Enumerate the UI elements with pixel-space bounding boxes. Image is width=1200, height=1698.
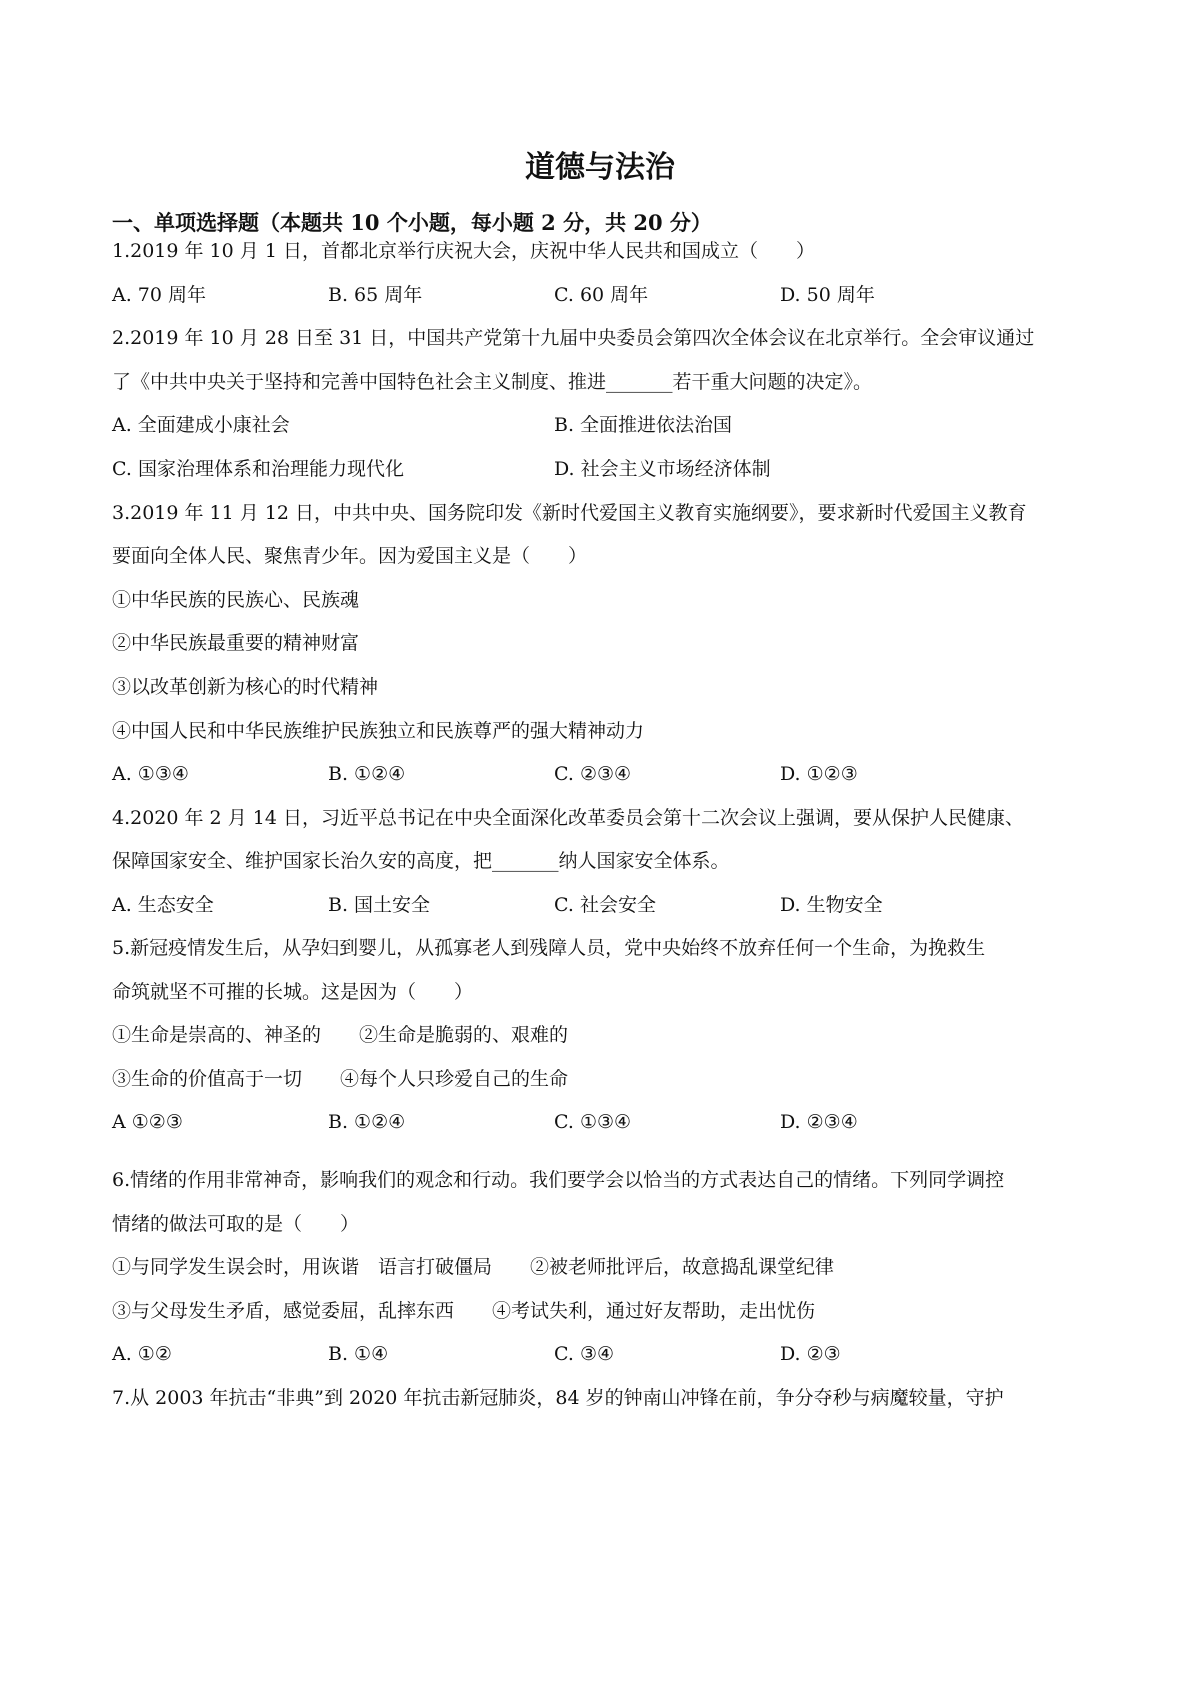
q4-option-c: C. 社会安全: [554, 894, 656, 916]
q2-option-b: B. 全面推进依法治国: [554, 414, 733, 436]
q6-option-a: A. ①②: [112, 1343, 172, 1365]
question-2-text: 2.2019 年 10 月 28 日至 31 日，中国共产党第十九届中央委员会第四次全体会议在北京举行。全会审议通过: [112, 327, 1035, 349]
question-5-text: 5.新冠疫情发生后，从孕妇到婴儿，从孤寡老人到残障人员，党中央始终不放弃任何一个生命，为挽救生: [112, 937, 986, 959]
q1-option-b: B. 65 周年: [328, 284, 423, 306]
question-3-text: 3.2019 年 11 月 12 日，中共中央、国务院印发《新时代爱国主义教育实施纲要》，要求新时代爱国主义教育: [112, 502, 1027, 524]
question-5-text: 命筑就坚不可摧的长城。这是因为（ ）: [112, 981, 474, 1003]
question-6-statement: ③与父母发生矛盾，感觉委屈，乱摔东西 ④考试失利，通过好友帮助，走出忧伤: [112, 1300, 816, 1322]
q6-option-d: D. ②③: [780, 1343, 841, 1365]
q4-option-d: D. 生物安全: [780, 894, 883, 916]
question-2-text: 了《中共中央关于坚持和完善中国特色社会主义制度、推进_______若干重大问题的决定》。: [112, 371, 873, 393]
question-7-text: 7.从 2003 年抗击“非典”到 2020 年抗击新冠肺炎，84 岁的钟南山冲锋在前，争分夺秒与病魔较量，守护: [112, 1387, 1004, 1409]
q2-option-a: A. 全面建成小康社会: [112, 414, 290, 436]
q3-option-c: C. ②③④: [554, 763, 632, 785]
section-heading: 一、单项选择题（本题共 10 个小题，每小题 2 分，共 20 分）: [112, 210, 712, 235]
q2-option-c: C. 国家治理体系和治理能力现代化: [112, 458, 404, 480]
question-5-statement: ③生命的价值高于一切 ④每个人只珍爱自己的生命: [112, 1068, 569, 1090]
question-6-text: 6.情绪的作用非常神奇，影响我们的观念和行动。我们要学会以恰当的方式表达自己的情绪。下列同学调控: [112, 1169, 1005, 1191]
q3-option-d: D. ①②③: [780, 763, 858, 785]
question-3-statement: ②中华民族最重要的精神财富: [112, 632, 360, 654]
question-1-text: 1.2019 年 10 月 1 日，首都北京举行庆祝大会，庆祝中华人民共和国成立（ ）: [112, 240, 815, 262]
q4-option-a: A. 生态安全: [112, 894, 214, 916]
q5-option-d: D. ②③④: [780, 1111, 858, 1133]
q6-option-c: C. ③④: [554, 1343, 615, 1365]
q1-option-a: A. 70 周年: [112, 284, 207, 306]
q5-option-a: A ①②③: [112, 1111, 183, 1133]
question-3-text: 要面向全体人民、聚焦青少年。因为爱国主义是（ ）: [112, 545, 588, 567]
q1-option-d: D. 50 周年: [780, 284, 875, 306]
q1-option-c: C. 60 周年: [554, 284, 649, 306]
question-3-statement: ①中华民族的民族心、民族魂: [112, 589, 360, 611]
q3-option-a: A. ①③④: [112, 763, 189, 785]
page-title: 道德与法治: [525, 150, 675, 185]
question-4-text: 保障国家安全、维护国家长治久安的高度，把_______纳人国家安全体系。: [112, 850, 730, 872]
q5-option-b: B. ①②④: [328, 1111, 406, 1133]
q4-option-b: B. 国土安全: [328, 894, 431, 916]
question-6-statement: ①与同学发生误会时，用诙谐 语言打破僵局 ②被老师批评后，故意捣乱课堂纪律: [112, 1256, 835, 1278]
question-3-statement: ④中国人民和中华民族维护民族独立和民族尊严的强大精神动力: [112, 720, 645, 742]
q5-option-c: C. ①③④: [554, 1111, 632, 1133]
q6-option-b: B. ①④: [328, 1343, 389, 1365]
question-6-text: 情绪的做法可取的是（ ）: [112, 1213, 360, 1235]
q2-option-d: D. 社会主义市场经济体制: [554, 458, 771, 480]
q3-option-b: B. ①②④: [328, 763, 406, 785]
question-3-statement: ③以改革创新为核心的时代精神: [112, 676, 379, 698]
question-4-text: 4.2020 年 2 月 14 日，习近平总书记在中央全面深化改革委员会第十二次会议上强调，要从保护人民健康、: [112, 807, 1024, 829]
question-5-statement: ①生命是崇高的、神圣的 ②生命是脆弱的、艰难的: [112, 1024, 569, 1046]
